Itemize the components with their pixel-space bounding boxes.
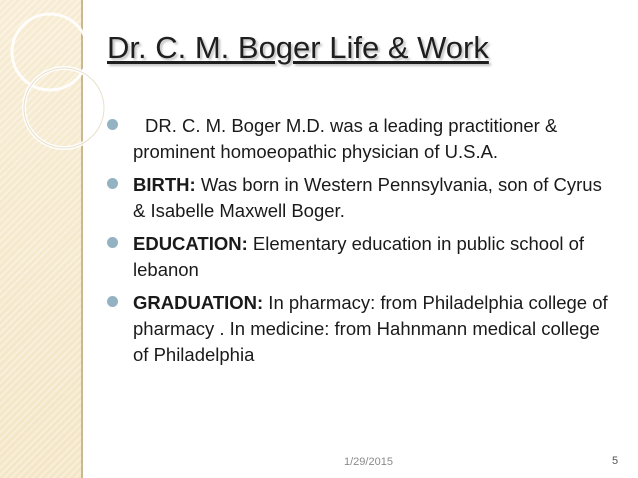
bullet-item [105,113,615,165]
bullet-label: EDUCATION: [133,233,248,254]
bullet-label: BIRTH: [133,174,196,195]
page-number: 5 [612,455,619,467]
bullet-label: GRADUATION: [133,292,264,313]
bullet-item [105,231,615,283]
slide-title: Dr. C. M. Boger Life & Work [107,30,489,65]
bullet-text: DR. C. M. Boger M.D. was a leading practitioner & prominent homoeopathic physician of U.S.A. [133,115,558,162]
bullet-item [105,172,615,224]
bullet-icon [107,178,118,189]
bullet-list [105,113,615,375]
bullet-text: Was born in Western Pennsylvania, son of Cyrus & Isabelle Maxwell Boger. [133,174,602,221]
bullet-item [105,290,615,368]
bullet-icon [107,119,118,130]
bullet-icon [107,296,118,307]
bullet-icon [107,237,118,248]
footer-date: 1/29/2015 [344,456,393,468]
bullet-text: In pharmacy: from Philadelphia college of pharmacy . In medicine: from Hahnmann medical college of Philadelphia [133,292,608,365]
bullet-text: Elementary education in public school of lebanon [133,233,585,280]
